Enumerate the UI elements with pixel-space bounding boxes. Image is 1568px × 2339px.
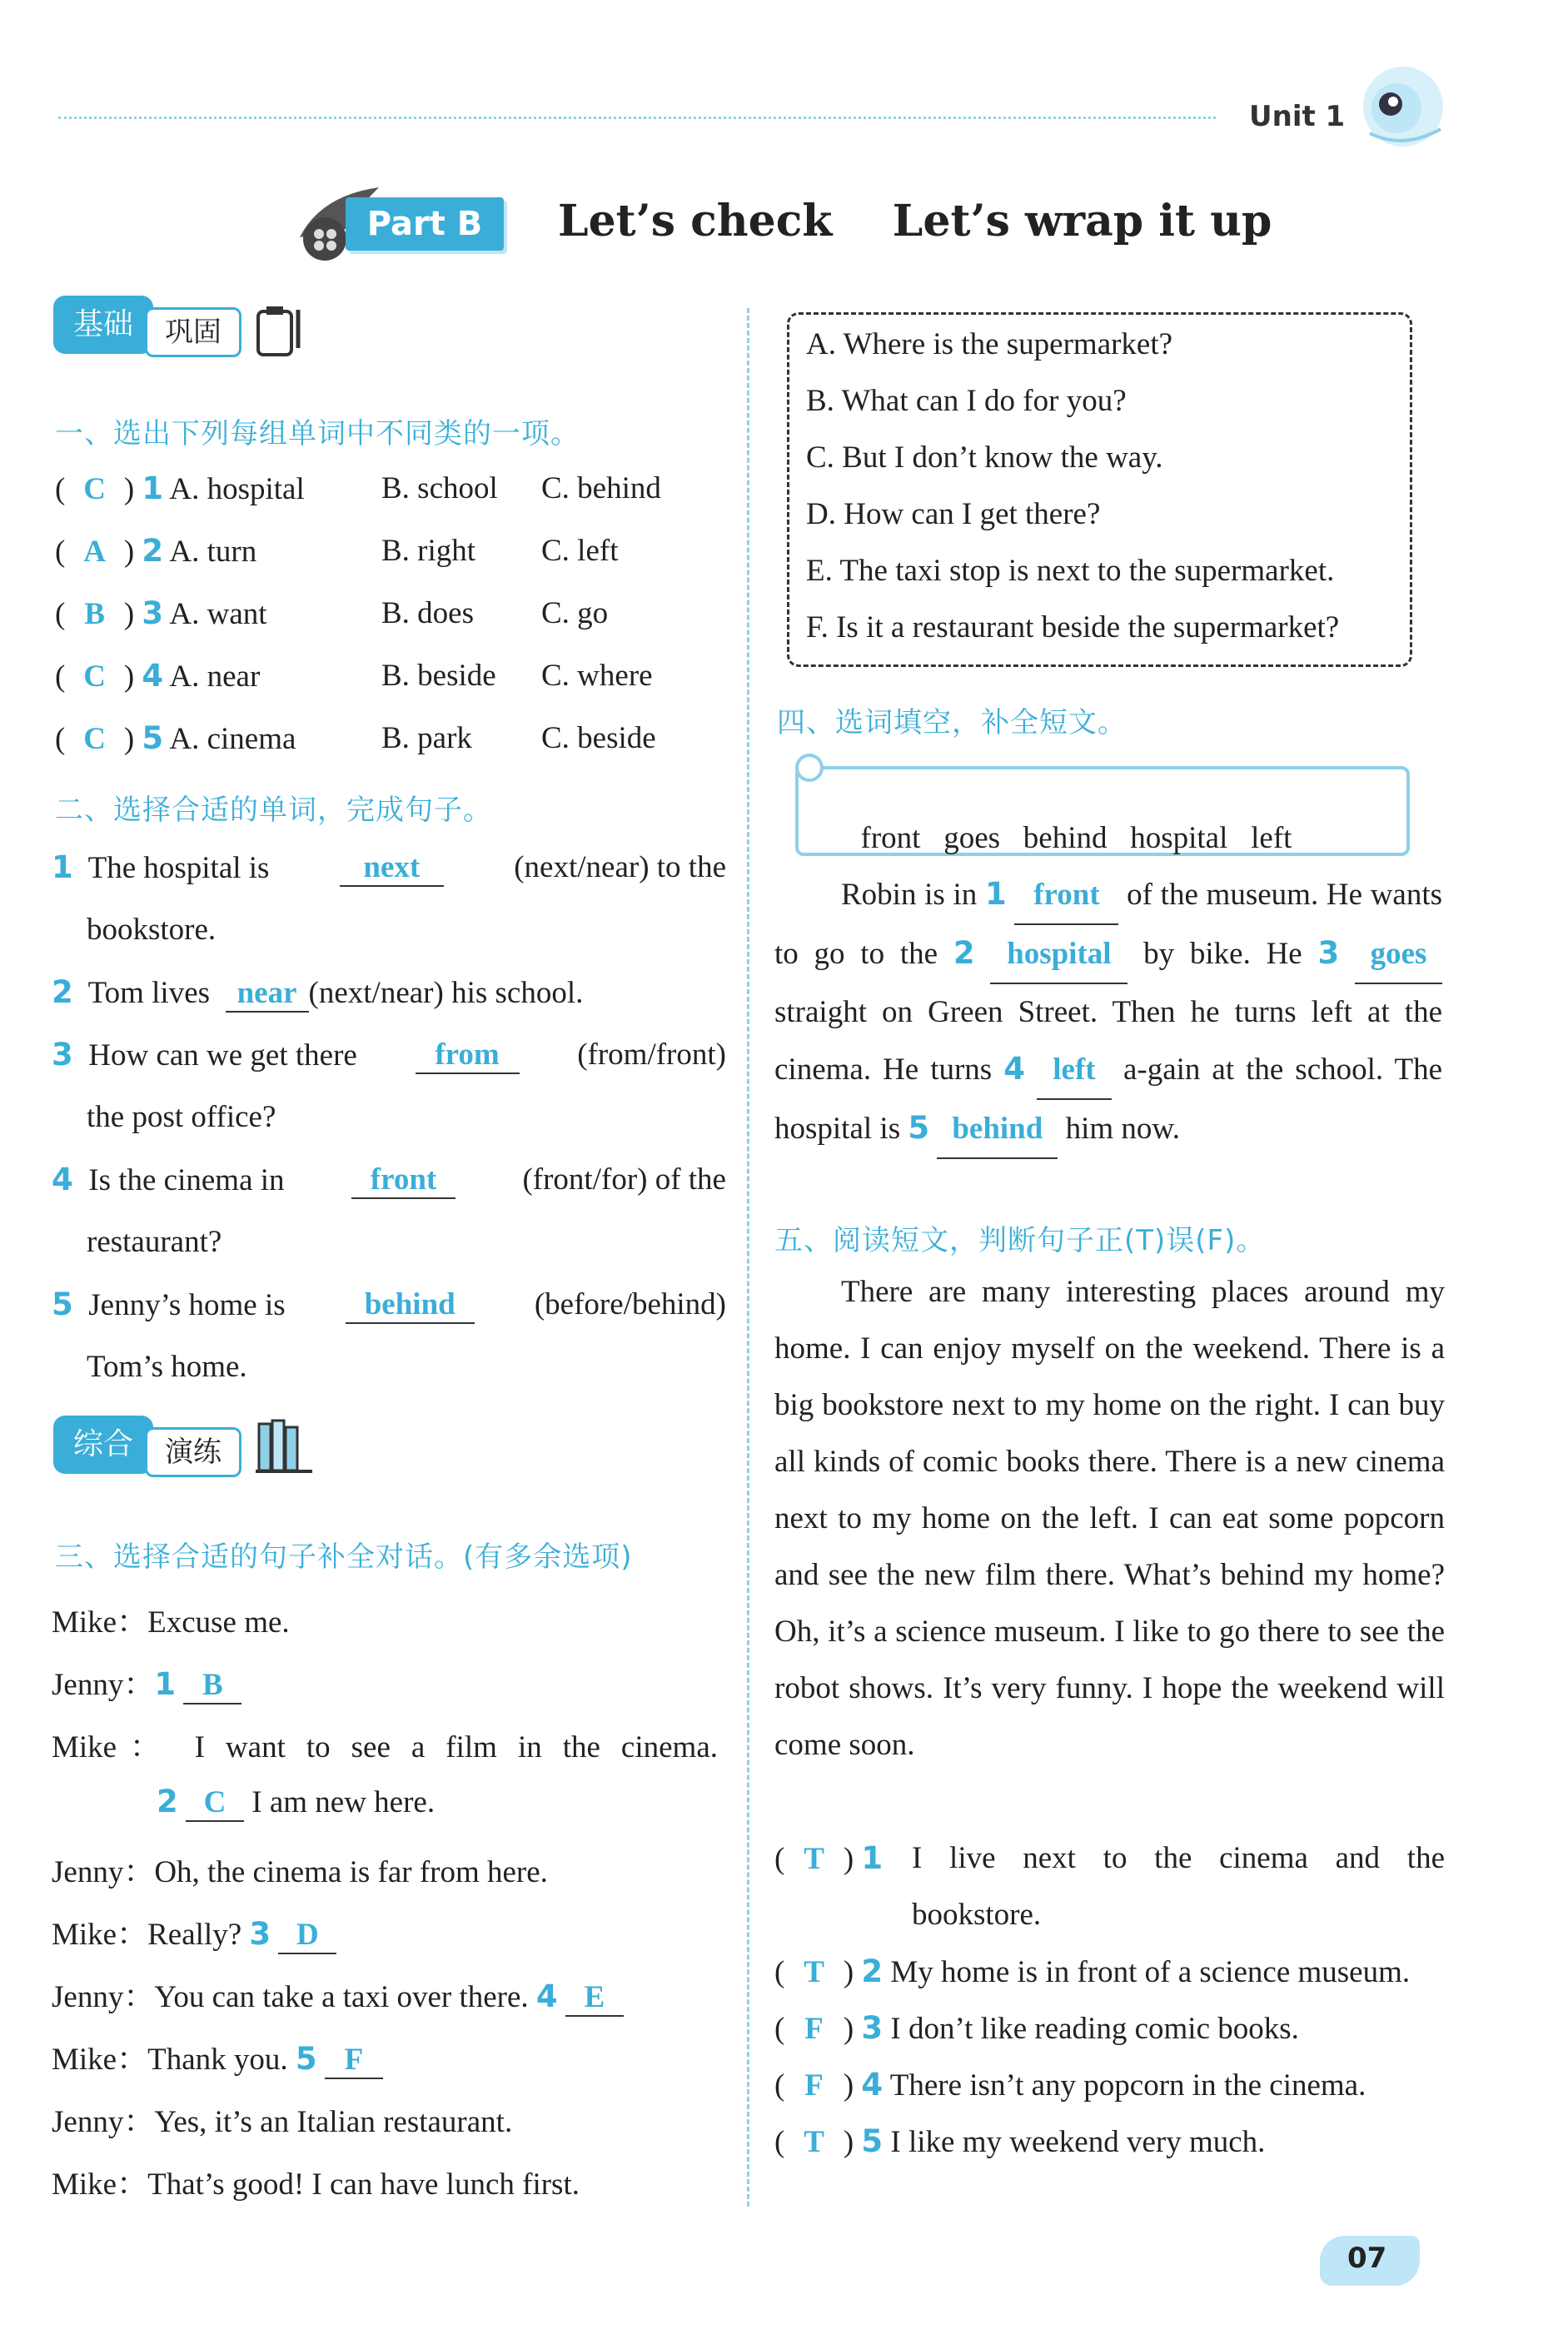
tf-answer: F (804, 2068, 824, 2103)
dialogue-text: Thank you. (147, 2043, 288, 2077)
q1-number: 5 (142, 720, 164, 756)
q4-heading: 四、选词填空，补全短文。 (777, 706, 1127, 739)
page-title: Let’s check Let’s wrap it up (558, 196, 1272, 246)
tf-item: ( F ) 3 I don’t like reading comic books. (774, 2010, 1299, 2046)
q2-continuation: Tom’s home. (87, 1350, 247, 1384)
speaker: Mike： (52, 2167, 148, 2202)
blank-number: 4 (1003, 1051, 1025, 1087)
passage-text: by bike. He (1143, 937, 1302, 971)
tf-number: 4 (861, 2067, 884, 2103)
passage-text: Robin is in (841, 878, 978, 912)
q1-option-c: C. behind (541, 471, 661, 505)
dialogue-text: Yes, it’s an Italian restaurant. (154, 2105, 513, 2139)
q2-pre-text: How can we get there (88, 1038, 357, 1072)
column-divider (747, 308, 749, 2207)
tf-answer: T (804, 1955, 824, 1989)
part-badge-label: Part B (346, 197, 504, 251)
dialogue-line (52, 1909, 336, 1954)
q1-item: ( C ) 1 A. hospital (55, 470, 305, 506)
q1-heading: 一、选出下列每组单词中不同类的一项。 (55, 417, 580, 450)
q2-post-text: (before/behind) (534, 1287, 726, 1321)
word-bank-item: hospital (1130, 821, 1228, 855)
q2-heading: 二、选择合适的单词，完成句子。 (55, 794, 492, 827)
option-item: D. How can I get there? (806, 497, 1101, 531)
option-item: F. Is it a restaurant beside the supermarket? (806, 610, 1340, 644)
dialogue-text: I want to see a film in the cinema. (194, 1730, 718, 1764)
part-badge (296, 187, 512, 262)
dialogue-answer-blank: F (325, 2042, 383, 2079)
q2-pre-text: Tom lives (87, 976, 211, 1010)
tf-item: ( T ) 5 I like my weekend very much. (774, 2123, 1266, 2159)
q1-answer: C (83, 722, 106, 756)
speaker: Mike： (52, 1730, 174, 1764)
speaker: Mike： (52, 1605, 148, 1640)
q1-option-a: A. want (169, 597, 267, 631)
passage-answer-blank: front (1014, 867, 1118, 925)
option-item: B. What can I do for you? (806, 384, 1127, 418)
blank-number: 2 (953, 935, 975, 971)
q1-option-c: C. beside (541, 721, 656, 755)
q2-continuation: the post office? (87, 1100, 276, 1134)
word-bank (845, 784, 1292, 856)
dialogue-line (52, 2158, 580, 2203)
unit-label: Unit 1 (1249, 100, 1346, 133)
passage-answer-blank: left (1037, 1042, 1112, 1100)
q1-item: ( C ) 4 A. near (55, 658, 261, 694)
blank-number: 1 (985, 876, 1007, 912)
dialogue-text: You can take a taxi over there. (154, 1980, 529, 2014)
q2-pre-text: Is the cinema in (88, 1163, 285, 1197)
option-item: E. The taxi stop is next to the supermarket. (806, 554, 1335, 588)
q2-number: 5 (52, 1286, 73, 1322)
speaker: Mike： (52, 1918, 148, 1952)
passage-answer-blank: behind (937, 1101, 1058, 1159)
section-tag-basic-secondary: 巩固 (145, 307, 241, 357)
passage-answer-blank: hospital (990, 926, 1127, 984)
q2-post-text: (front/for) of the (522, 1162, 726, 1197)
q1-number: 4 (142, 658, 164, 694)
q1-option-c: C. where (541, 659, 653, 693)
option-item: C. But I don’t know the way. (806, 440, 1163, 475)
word-bank-item: behind (1023, 821, 1108, 855)
q2-answer-blank: next (340, 849, 444, 887)
dialogue-line (157, 1784, 435, 1822)
q2-item (52, 1162, 726, 1199)
tf-statement: I don’t like reading comic books. (890, 2012, 1299, 2046)
tf-statement: I live next to the cinema and the (912, 1841, 1445, 1875)
q2-number: 4 (52, 1162, 73, 1197)
blank-number: 3 (249, 1916, 271, 1952)
header-dotted-rule (58, 117, 1216, 119)
q5-heading: 五、阅读短文，判断句子正(T)误(F)。 (774, 1224, 1266, 1257)
q3-heading: 三、选择合适的句子补全对话。(有多余选项) (55, 1540, 633, 1574)
tf-answer: T (804, 1842, 824, 1876)
q1-option-c: C. go (541, 596, 609, 630)
word-bank-item: front (860, 821, 921, 855)
option-item: A. Where is the supermarket? (806, 327, 1173, 361)
speaker: Jenny： (52, 1855, 155, 1889)
tf-answer: T (804, 2125, 824, 2159)
tf-statement: There isn’t any popcorn in the cinema. (889, 2068, 1366, 2103)
q5-passage: There are many interesting places around my home. I can enjoy myself on the weekend. There is a big bookstore next to my home on the right. I can buy all kinds of comic books there. There is a new cinema next to my home on the left. I can eat some popcorn and see the new film there. What’s behind my home? Oh, it’s a science museum. I like to go there to see the robot shows. It’s very funny. I hope the weekend will come soon. (774, 1275, 1445, 1762)
q2-number: 1 (52, 849, 73, 885)
blank-number: 5 (908, 1110, 930, 1146)
tf-number: 2 (861, 1953, 884, 1989)
q1-item: ( C ) 5 A. cinema (55, 720, 296, 756)
q1-option-a: A. hospital (169, 472, 305, 506)
tf-number: 5 (861, 2123, 884, 2159)
q2-number: 2 (52, 974, 73, 1010)
blank-number: 3 (1317, 935, 1340, 971)
tf-continuation: bookstore. (912, 1898, 1042, 1932)
dialogue-line (52, 1971, 624, 2017)
dialogue-line (52, 2033, 383, 2079)
q2-post-text: (from/front) (577, 1038, 726, 1072)
blank-number: 4 (535, 1978, 558, 2014)
passage-text: him now. (1065, 1112, 1180, 1146)
tf-answer: F (804, 2012, 824, 2046)
dialogue-text: Really? (147, 1918, 242, 1952)
dialogue-answer-blank: C (186, 1784, 244, 1822)
dialogue-answer-blank: B (183, 1667, 241, 1704)
blank-number: 2 (157, 1784, 178, 1819)
q1-answer: C (83, 659, 106, 694)
dialogue-text: I am new here. (251, 1785, 436, 1819)
tf-item: ( T ) 1 I live next to the cinema and the (774, 1840, 1445, 1876)
q1-option-a: A. turn (169, 535, 257, 569)
word-bank-item: left (1251, 821, 1292, 855)
q4-passage (774, 866, 1442, 1159)
q1-option-a: A. near (169, 659, 261, 694)
q1-option-c: C. left (541, 534, 619, 568)
q1-item: ( B ) 3 A. want (55, 595, 267, 631)
books-icon (254, 1416, 314, 1479)
dialogue-answer-blank: D (278, 1917, 336, 1954)
q1-option-b: B. park (381, 721, 472, 755)
word-bank-item: goes (943, 821, 1001, 855)
word-bank-pin-icon (795, 754, 824, 782)
q2-post-text: (next/near) his school. (308, 976, 584, 1010)
unit-decoration-icon (1353, 58, 1449, 154)
dialogue-line (52, 1721, 718, 1766)
tf-statement: My home is in front of a science museum. (890, 1955, 1411, 1989)
q2-continuation: bookstore. (87, 913, 217, 947)
tf-number: 3 (861, 2010, 884, 2046)
dialogue-text: That’s good! I can have lunch first. (147, 2167, 580, 2202)
tf-statement: I like my weekend very much. (890, 2125, 1266, 2159)
speaker: Jenny： (52, 1980, 155, 2014)
q2-pre-text: The hospital is (87, 851, 270, 885)
passage-text: straight on Green Street. Then he turns left at the cinema. He turns (774, 995, 1442, 1087)
q1-option-b: B. does (381, 596, 474, 630)
dialogue-line (52, 1846, 548, 1891)
q1-option-b: B. school (381, 471, 498, 505)
dialogue-line (52, 2096, 512, 2141)
q1-number: 1 (142, 470, 164, 506)
q2-answer-blank: near (226, 975, 309, 1013)
q2-continuation: restaurant? (87, 1225, 222, 1259)
dialogue-line (52, 1596, 290, 1641)
q2-item (52, 1037, 726, 1074)
q2-post-text: (next/near) to the (514, 850, 726, 884)
speaker: Jenny： (52, 1668, 155, 1702)
passage-text: of the museum. He wants to go to the (774, 878, 1443, 971)
q1-number: 3 (142, 595, 164, 631)
page-number: 07 (1347, 2242, 1387, 2275)
q1-item: ( A ) 2 A. turn (55, 533, 257, 569)
tf-item: ( F ) 4 There isn’t any popcorn in the cinema. (774, 2067, 1366, 2103)
q1-answer: A (83, 535, 106, 569)
section-tag-comprehensive (53, 1416, 245, 1482)
q2-answer-blank: front (351, 1162, 455, 1199)
speaker: Jenny： (52, 2105, 155, 2139)
blank-number: 1 (154, 1666, 177, 1702)
q2-pre-text: Jenny’s home is (88, 1288, 286, 1322)
q2-item (52, 974, 583, 1013)
q2-item (52, 849, 726, 887)
clipboard-icon (251, 301, 310, 363)
q1-answer: C (83, 472, 106, 506)
q1-option-a: A. cinema (169, 722, 296, 756)
dialogue-text: Excuse me. (147, 1605, 290, 1640)
section-tag-comp-secondary: 演练 (145, 1427, 241, 1477)
tf-item: ( T ) 2 My home is in front of a science museum. (774, 1953, 1411, 1989)
q1-option-b: B. beside (381, 659, 496, 693)
tf-number: 1 (861, 1840, 884, 1876)
q2-answer-blank: from (416, 1037, 520, 1074)
q2-item (52, 1286, 726, 1324)
dialogue-text: Oh, the cinema is far from here. (154, 1855, 548, 1889)
q2-answer-blank: behind (346, 1286, 475, 1324)
blank-number: 5 (295, 2041, 317, 2077)
speaker: Mike： (52, 2043, 148, 2077)
dialogue-line (52, 1659, 241, 1704)
q1-number: 2 (142, 533, 164, 569)
passage-answer-blank: goes (1355, 926, 1442, 984)
q1-option-b: B. right (381, 534, 476, 568)
q1-answer: B (84, 597, 105, 631)
section-tag-basic (53, 296, 245, 362)
section-tag-comp-primary: 综合 (53, 1416, 153, 1474)
section-tag-basic-primary: 基础 (53, 296, 153, 354)
passage-text: a-gain at the school. The hospital is (774, 1053, 1443, 1146)
q2-number: 3 (52, 1037, 73, 1072)
dialogue-answer-blank: E (565, 1979, 624, 2017)
